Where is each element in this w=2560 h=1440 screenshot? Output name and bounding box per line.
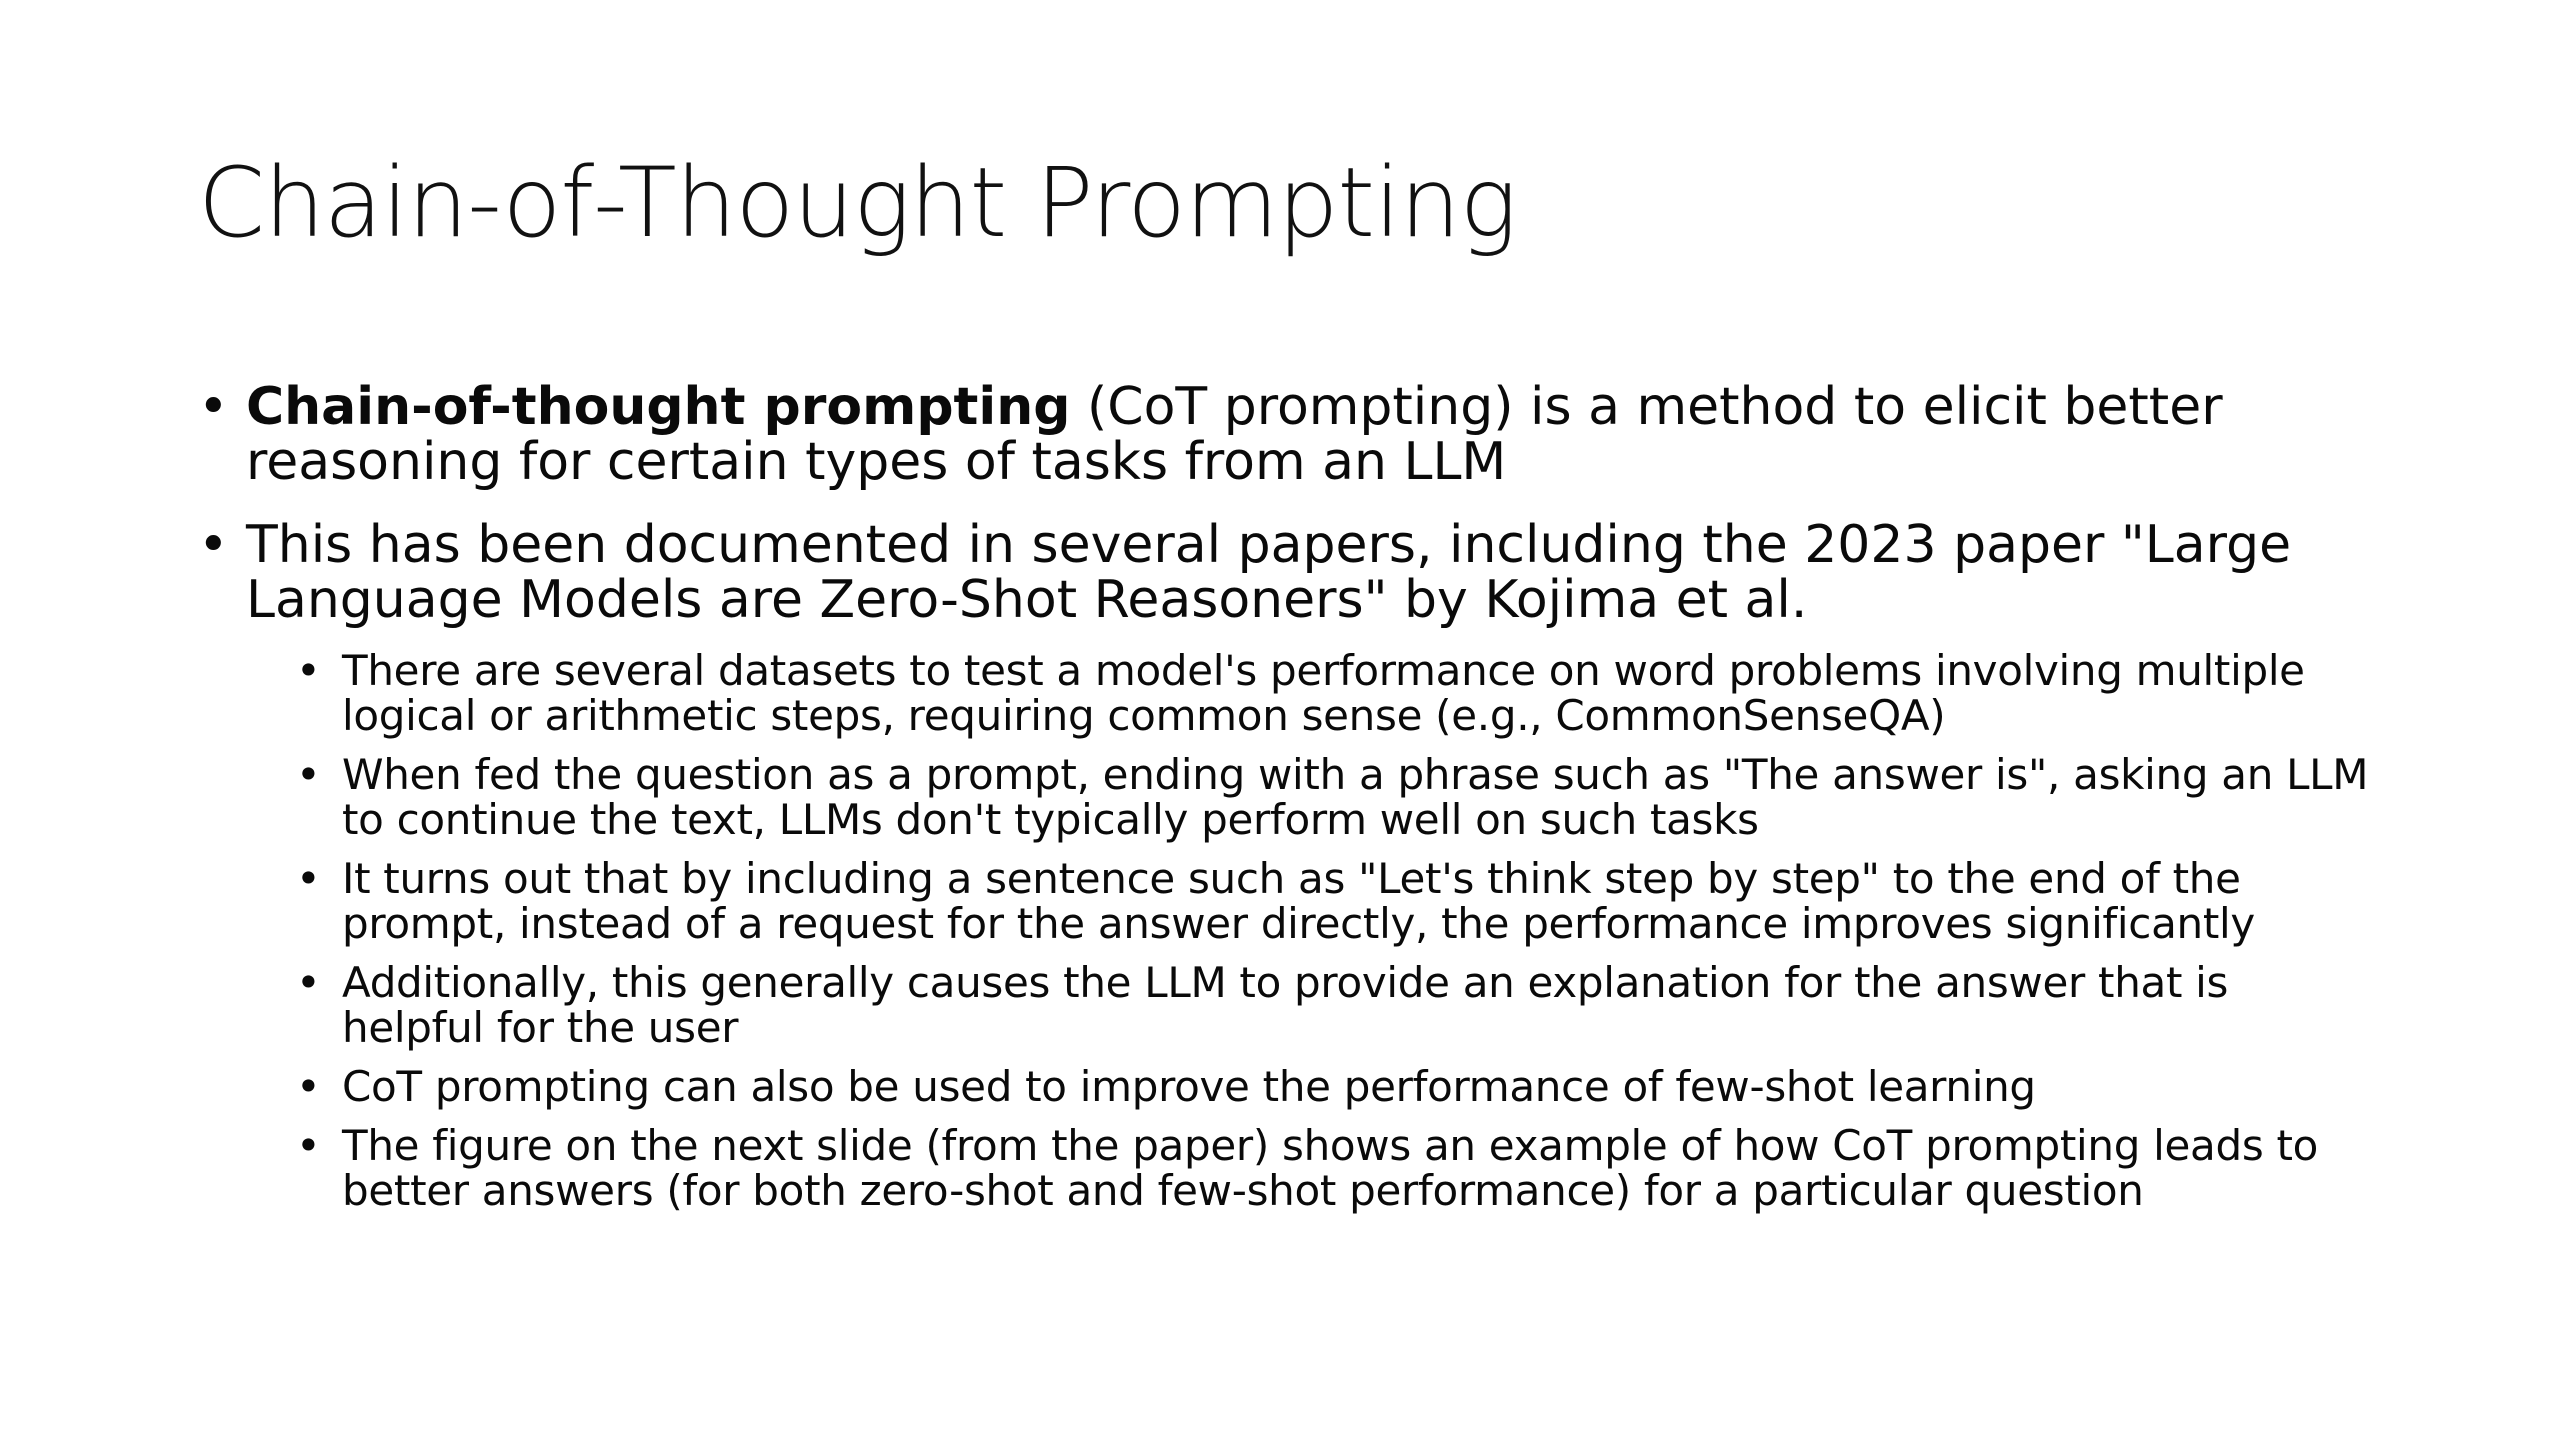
bullet-icon: • <box>198 515 229 575</box>
sub-bullet-item <box>296 1123 2378 1213</box>
sub-bullet-item <box>296 648 2378 738</box>
bullet-icon: • <box>296 1062 321 1111</box>
sub-bullet-text: There are several datasets to test a model's performance on word problems involving multiple logical or arithmetic steps, requiring common sense (e.g., CommonSenseQA) <box>342 646 2305 740</box>
bullet-icon: • <box>296 854 321 903</box>
bullet-icon: • <box>296 646 321 695</box>
bullet-icon: • <box>296 958 321 1007</box>
bullet-text: This has been documented in several papers, including the 2023 paper "Large Language Models are Zero-Shot Reasoners" by Kojima et al. <box>246 515 2292 630</box>
sub-bullet-item <box>296 856 2378 946</box>
bullet-bold-term: Chain-of-thought prompting <box>246 377 1071 437</box>
bullet-item <box>198 515 2378 1215</box>
sub-bullet-text: It turns out that by including a sentence such as "Let's think step by step" to the end of the prompt, instead of a request for the answer directly, the performance improves significantly <box>342 854 2255 948</box>
sub-bullet-list <box>198 648 2378 1213</box>
slide-title: Chain-of-Thought Prompting <box>198 147 1517 259</box>
bullet-item <box>198 377 2378 492</box>
sub-bullet-item <box>296 960 2378 1050</box>
sub-bullet-text: When fed the question as a prompt, ending with a phrase such as "The answer is", asking an LLM to continue the text, LLMs don't typically perform well on such tasks <box>342 750 2369 844</box>
sub-bullet-text: CoT prompting can also be used to improve the performance of few-shot learning <box>342 1062 2036 1111</box>
bullet-icon: • <box>296 750 321 799</box>
bullet-text: (CoT prompting) is a method to elicit better reasoning for certain types of tasks from an LLM <box>246 377 2223 492</box>
sub-bullet-text: The figure on the next slide (from the paper) shows an example of how CoT prompting leads to better answers (for both zero-shot and few-shot performance) for a particular question <box>342 1121 2319 1215</box>
sub-bullet-item <box>296 752 2378 842</box>
bullet-list <box>198 377 2378 1215</box>
bullet-icon: • <box>296 1121 321 1170</box>
bullet-icon: • <box>198 377 229 437</box>
sub-bullet-item <box>296 1064 2378 1109</box>
slide-body <box>198 377 2378 1241</box>
sub-bullet-text: Additionally, this generally causes the LLM to provide an explanation for the answer that is helpful for the user <box>342 958 2229 1052</box>
